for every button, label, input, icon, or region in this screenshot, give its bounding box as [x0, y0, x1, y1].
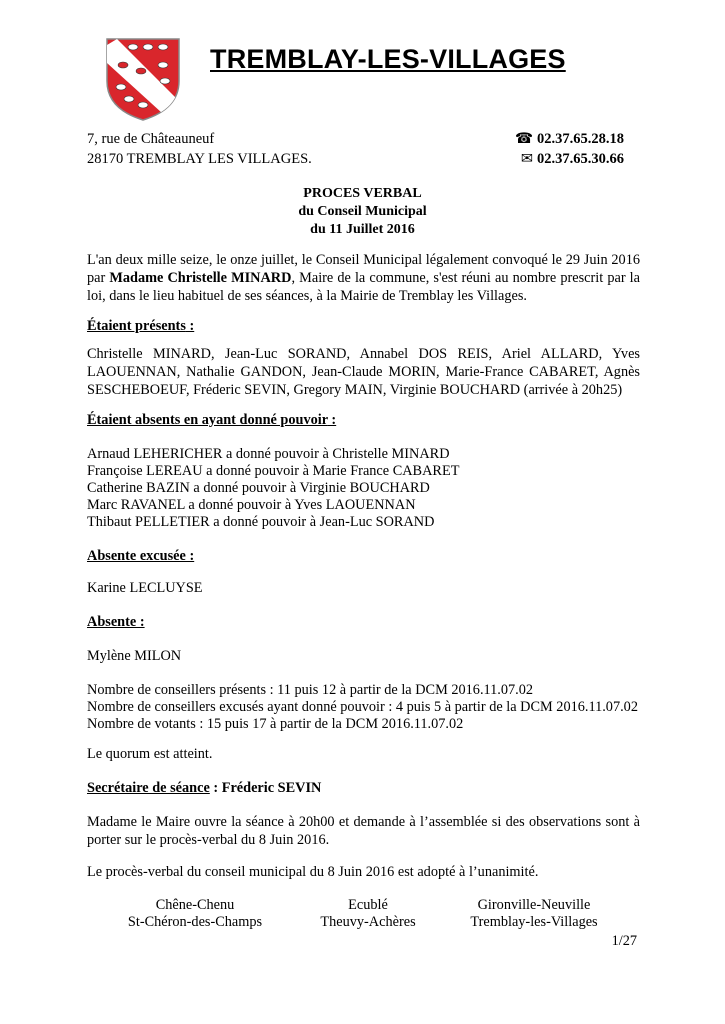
footer-village: Tremblay-les-Villages — [470, 914, 598, 930]
count-line: Nombre de conseillers excusés ayant donné pouvoir : 4 puis 5 à partir de la DCM 2016.11.07.02 — [87, 699, 638, 715]
pouvoir-line: Arnaud LEHERICHER a donné pouvoir à Christelle MINARD — [87, 446, 450, 462]
page-number: 1/27 — [611, 933, 637, 949]
footer-village: St-Chéron-des-Champs — [127, 914, 263, 930]
absents-pouvoir-heading: Étaient absents en ayant donné pouvoir : — [87, 412, 337, 428]
absente-name: Mylène MILON — [87, 648, 182, 664]
footer-village: Chêne-Chenu — [155, 897, 235, 913]
intro-text-1: L'an deux mille seize, le onze juillet, le Conseil Municipal légalement convoqué le 29 Juin 2016 par — [87, 252, 640, 286]
count-line: Nombre de conseillers présents : 11 puis 12 à partir de la DCM 2016.11.07.02 — [87, 682, 534, 698]
pouvoir-line: Catherine BAZIN a donné pouvoir à Virginie BOUCHARD — [87, 480, 430, 496]
absente-heading: Absente : — [87, 614, 145, 630]
page-title: TREMBLAY-LES-VILLAGES — [210, 44, 566, 74]
fax-contact — [521, 151, 624, 168]
coat-of-arms-logo — [103, 35, 183, 123]
phone-contact — [515, 131, 624, 148]
opening-paragraph: Madame le Maire ouvre la séance à 20h00 et demande à l’assemblée si des observations sont à porter sur le procès-verbal du 8 Juin 2016. — [87, 814, 640, 848]
pouvoir-line: Françoise LEREAU a donné pouvoir à Marie France CABARET — [87, 463, 460, 479]
doc-title-line-2: du Conseil Municipal — [298, 204, 427, 219]
presents-list: Christelle MINARD, Jean-Luc SORAND, Annabel DOS REIS, Ariel ALLARD, Yves LAOUENNAN, Nathalie GANDON, Jean-Claude MORIN, Marie-France CABARET, Agnès SESCHEBOEUF, Fréderic SEVIN, Gregory MAIN, Virginie BOUCHARD (arrivée à 20h25) — [87, 346, 640, 398]
absente-excusee-heading: Absente excusée : — [87, 548, 195, 564]
adoption-text: Le procès-verbal du conseil municipal du 8 Juin 2016 est adopté à l’unanimité. — [87, 864, 539, 880]
fax-icon: ✉ — [520, 151, 533, 167]
phone-number: 02.37.65.28.18 — [537, 131, 624, 147]
footer-village: Ecublé — [348, 897, 388, 913]
address-line-2: 28170 TREMBLAY LES VILLAGES. — [87, 151, 312, 167]
pouvoir-line: Thibaut PELLETIER a donné pouvoir à Jean-Luc SORAND — [87, 514, 435, 530]
quorum-text: Le quorum est atteint. — [87, 746, 213, 762]
doc-title-line-3: du 11 Juillet 2016 — [310, 222, 415, 237]
address-line-1: 7, rue de Châteauneuf — [87, 131, 215, 147]
doc-title-line-1: PROCES VERBAL — [303, 186, 422, 201]
presents-heading: Étaient présents : — [87, 318, 195, 334]
mayor-name: Madame Christelle MINARD — [109, 270, 292, 286]
pouvoir-line: Marc RAVANEL a donné pouvoir à Yves LAOUENNAN — [87, 497, 416, 513]
footer-village: Theuvy-Achères — [320, 914, 416, 930]
intro-paragraph — [87, 251, 640, 305]
intro-text-2: , Maire de la commune, s'est réuni au nombre prescrit par la loi, dans le lieu habituel de ses séances, à la Mairie de Tremblay les Villages. — [87, 270, 640, 304]
footer-village: Gironville-Neuville — [477, 897, 591, 913]
phone-icon: ☎ — [514, 131, 533, 147]
fax-number: 02.37.65.30.66 — [537, 151, 624, 167]
absente-excusee-name: Karine LECLUYSE — [87, 580, 203, 596]
count-line: Nombre de votants : 15 puis 17 à partir de la DCM 2016.11.07.02 — [87, 716, 464, 732]
secretaire-line: Secrétaire de séance : Fréderic SEVIN — [87, 780, 322, 796]
